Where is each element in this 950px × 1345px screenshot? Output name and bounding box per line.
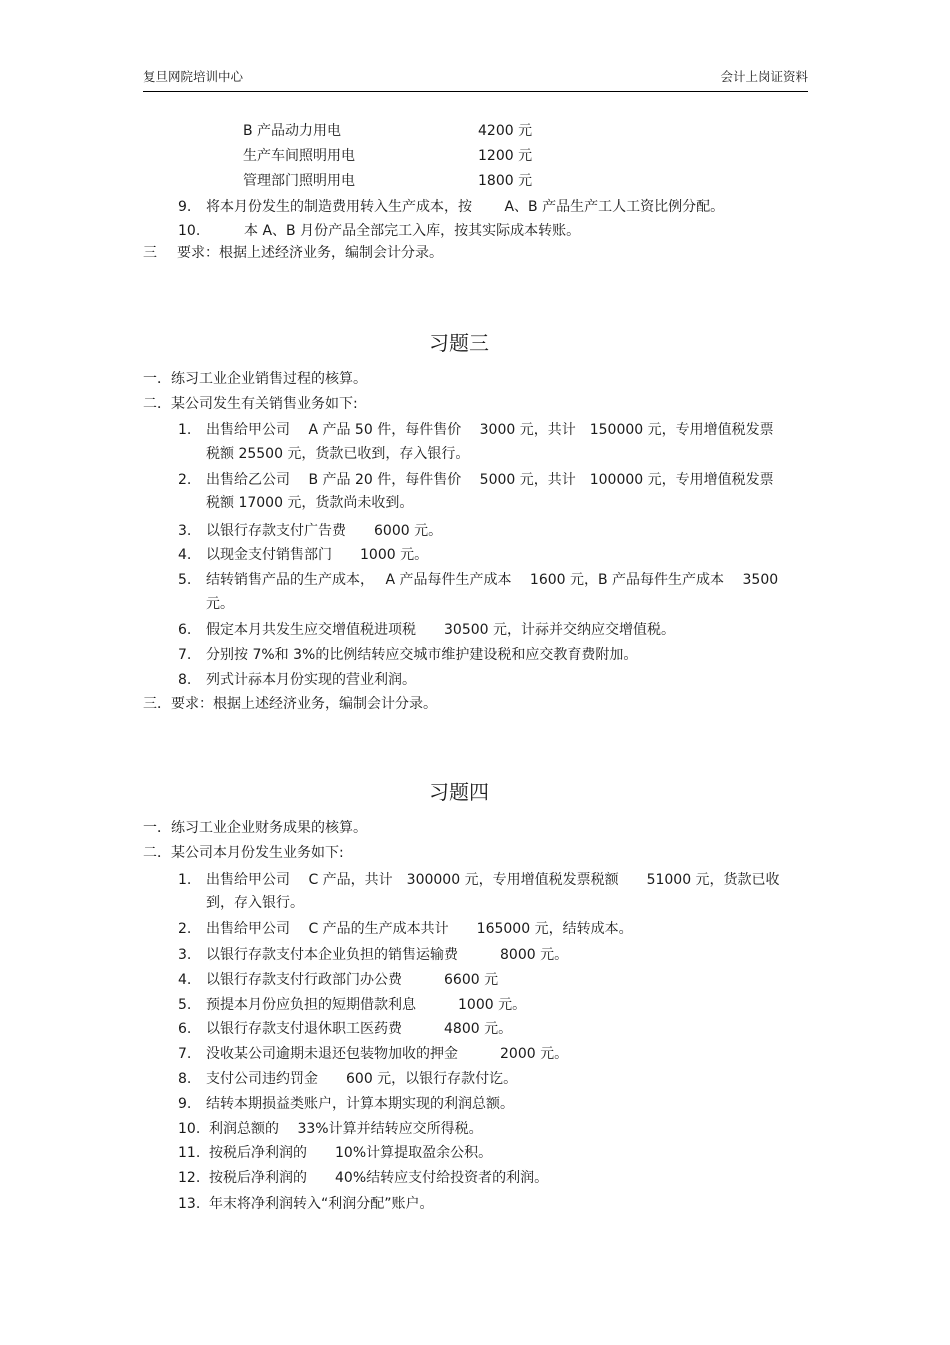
item-text: 以银行存款支付广告费 6000 元。: [206, 523, 443, 539]
power-item-amount: 1200 元: [478, 148, 533, 164]
item-number: 7.: [178, 647, 192, 663]
item-number: 6.: [178, 1021, 192, 1037]
item-text: 将本月份发生的制造费用转入生产成本，按 A、B 产品生产工人工资比例分配。: [206, 199, 725, 215]
item-text: 以银行存款支付本企业负担的销售运输费 8000 元。: [206, 947, 569, 963]
item-number: 2.: [178, 921, 192, 937]
item-text: 以银行存款支付退休职工医药费 4800 元。: [206, 1021, 513, 1037]
item-text: 出售给乙公司 B 产品 20 件，每件售价 5000 元，共计 100000 元，专用增值税发票: [206, 472, 774, 488]
section-title-ex4: 习题四: [429, 780, 489, 804]
item-number: 3.: [178, 947, 192, 963]
item-number: 8.: [178, 1071, 192, 1087]
item-text: 以现金支付销售部门 1000 元。: [206, 547, 429, 563]
paragraph: 一．练习工业企业销售过程的核算。: [143, 371, 367, 387]
item-text: 以银行存款支付行政部门办公费 6600 元: [206, 972, 499, 988]
item-number: 13.: [178, 1196, 201, 1212]
item-text: 按税后净利润的 10%计算提取盈余公积。: [209, 1145, 493, 1161]
item-text-cont: 元。: [206, 596, 234, 612]
item-number: 12.: [178, 1170, 201, 1186]
power-item-label: 生产车间照明用电: [243, 148, 355, 164]
item-text: 出售给甲公司 C 产品，共计 300000 元，专用增值税发票税额 51000 元，货款已收: [206, 872, 780, 888]
item-number: 4.: [178, 972, 192, 988]
item-text-cont: 税额 25500 元，货款已收到，存入银行。: [206, 446, 470, 462]
item-number: 11.: [178, 1145, 201, 1161]
item-number: 10.: [178, 223, 201, 239]
item-number: 1.: [178, 422, 192, 438]
power-item-label: 管理部门照明用电: [243, 173, 355, 189]
item-text: 支付公司违约罚金 600 元，以银行存款付讫。: [206, 1071, 518, 1087]
requirement-number: 三: [143, 245, 157, 261]
header-right: 会计上岗证资料: [720, 69, 808, 84]
item-text: 分别按 7%和 3%的比例结转应交城市维护建设税和应交教育费附加。: [206, 647, 638, 663]
header-left: 复旦网院培训中心: [143, 69, 244, 84]
item-number: 5.: [178, 997, 192, 1013]
item-text: 预提本月份应负担的短期借款利息 1000 元。: [206, 997, 527, 1013]
item-number: 3.: [178, 523, 192, 539]
item-text: 本 A、B 月份产品全部完工入库，按其实际成本转账。: [244, 223, 581, 239]
paragraph: 二．某公司发生有关销售业务如下:: [143, 396, 358, 412]
item-text-cont: 到，存入银行。: [206, 895, 304, 911]
power-item-amount: 4200 元: [478, 123, 533, 139]
power-item-amount: 1800 元: [478, 173, 533, 189]
page-header: [143, 67, 808, 92]
item-number: 6.: [178, 622, 192, 638]
item-text: 年末将净利润转入“利润分配”账户。: [209, 1196, 434, 1212]
item-text: 结转销售产品的生产成本， A 产品每件生产成本 1600 元，B 产品每件生产成本 3500: [206, 572, 779, 588]
item-number: 8.: [178, 672, 192, 688]
paragraph: 二．某公司本月份发生业务如下:: [143, 845, 344, 861]
item-number: 1.: [178, 872, 192, 888]
paragraph: 三．要求：根据上述经济业务，编制会计分录。: [143, 696, 437, 712]
item-text: 出售给甲公司 C 产品的生产成本共计 165000 元，结转成本。: [206, 921, 633, 937]
item-number: 9.: [178, 199, 192, 215]
item-number: 2.: [178, 472, 192, 488]
item-number: 7.: [178, 1046, 192, 1062]
item-number: 5.: [178, 572, 192, 588]
section-title-ex3: 习题三: [429, 331, 489, 355]
paragraph: 一．练习工业企业财务成果的核算。: [143, 820, 367, 836]
item-number: 4.: [178, 547, 192, 563]
requirement-text: 要求：根据上述经济业务，编制会计分录。: [177, 245, 443, 261]
item-text: 利润总额的 33%计算并结转应交所得税。: [209, 1121, 483, 1137]
item-text-cont: 税额 17000 元，货款尚未收到。: [206, 495, 414, 511]
power-item-label: B 产品动力用电: [243, 123, 342, 139]
item-text: 没收某公司逾期未退还包装物加收的押金 2000 元。: [206, 1046, 569, 1062]
item-text: 假定本月共发生应交增值税进项税 30500 元，计祘并交纳应交增值税。: [206, 622, 675, 638]
item-text: 出售给甲公司 A 产品 50 件，每件售价 3000 元，共计 150000 元，专用增值税发票: [206, 422, 774, 438]
item-number: 10.: [178, 1121, 201, 1137]
item-text: 按税后净利润的 40%结转应支付给投资者的利润。: [209, 1170, 549, 1186]
item-text: 列式计祘本月份实现的营业利润。: [206, 672, 416, 688]
item-number: 9.: [178, 1096, 192, 1112]
item-text: 结转本期损益类账户，计算本期实现的利润总额。: [206, 1096, 514, 1112]
